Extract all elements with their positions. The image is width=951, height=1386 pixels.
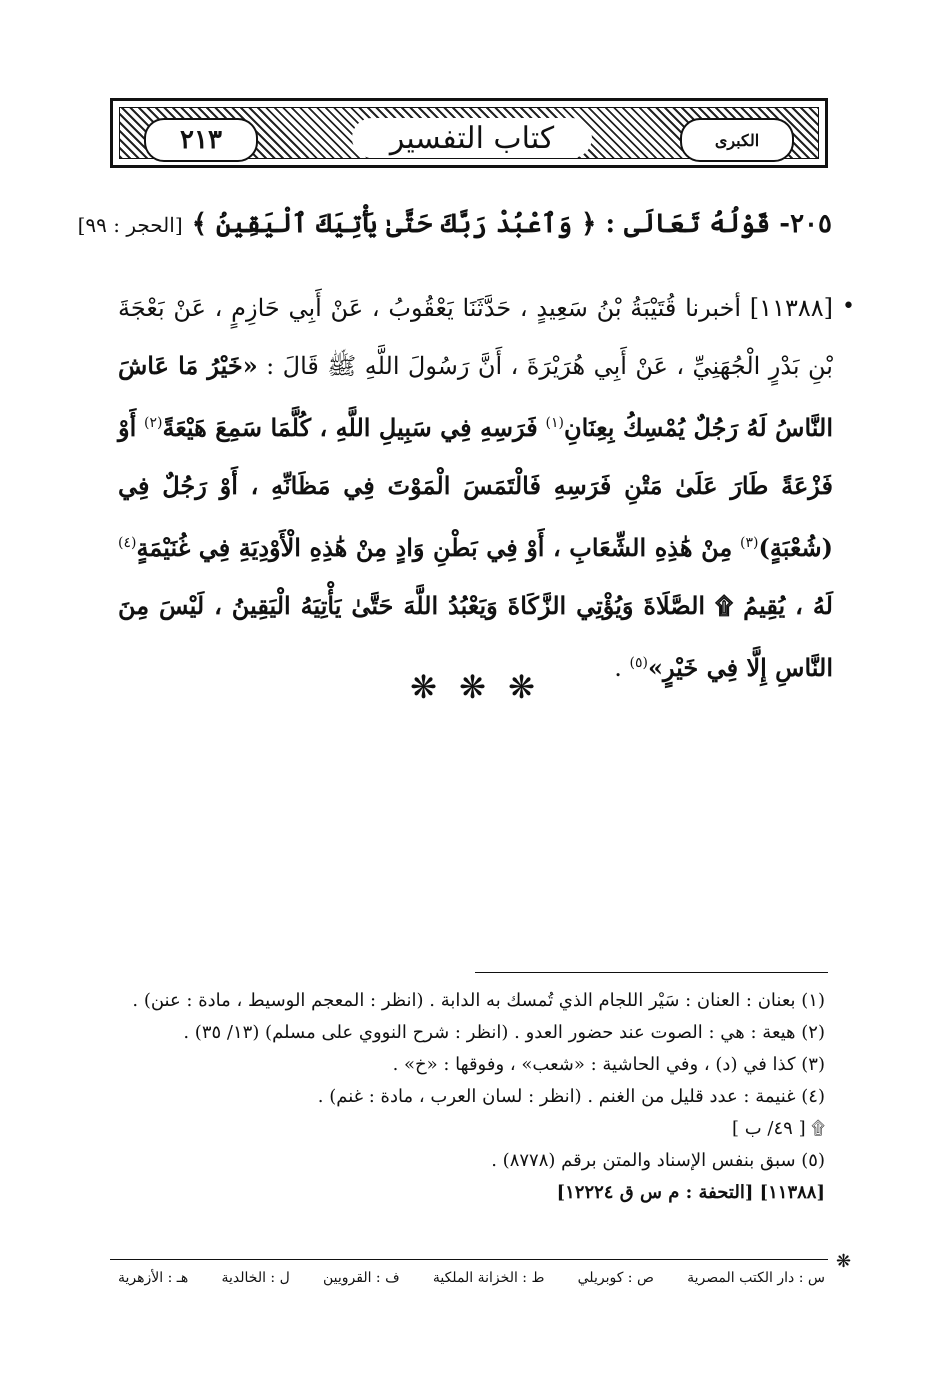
- footnote-ref-2: (٢): [144, 415, 163, 431]
- section-separator: ❋ ❋ ❋: [410, 668, 541, 706]
- footnote-5: (٥) سبق بنفس الإسناد والمتن برقم (٨٧٧٨) .: [491, 1150, 825, 1171]
- footnote-ref-1: (١): [545, 415, 564, 431]
- footnote-3: (٣) كذا في (د) ، وفي الحاشية : «شعب» ، وفوقها : «خ» .: [392, 1054, 825, 1075]
- section-heading: [77, 202, 832, 247]
- publisher-logo: الكبرى: [680, 118, 794, 162]
- header-ornament: [119, 107, 819, 159]
- bottom-divider: [110, 1259, 828, 1260]
- footnote-1: (١) بعنان : العنان : سَيْر اللجام الذي تُمسك به الدابة . (انظر : المعجم الوسيط ، مادة : عنن) .: [132, 990, 825, 1011]
- footnotes: [120, 985, 825, 1209]
- footnote-divider: [475, 972, 828, 973]
- matn-part-1: «خَيْرُ مَا عَاشَ النَّاسُ لَهُ رَجُلٌ يُمْسِكُ بِعِنَانِ: [118, 351, 833, 442]
- footnote-ref-5: (٥): [629, 655, 648, 671]
- matn-part-3: أَوْ فَزْعَةً طَارَ عَلَىٰ مَتْنِ فَرَسِهِ فَالْتَمَسَ الْمَوْتَ فِي مَظَانِّهِ ، أَوْ رَجُلٌ فِي (شُعْبَةٍ): [118, 413, 833, 562]
- heading-text: ٢٠٥- قَوْلُهُ تَعَالَى : ﴿ وَٱعْبُدْ رَبَّكَ حَتَّىٰ يَأْتِيَكَ ٱلْيَقِينُ ﴾: [191, 209, 832, 239]
- siglum: ف : القرويين: [322, 1270, 400, 1286]
- verse-reference: [الحجر : ٩٩]: [77, 213, 183, 237]
- footnote-ref-3: (٣): [740, 535, 759, 551]
- book-title: كتاب التفسير: [352, 118, 592, 158]
- siglum: ص : كوبريلي: [577, 1270, 654, 1286]
- page-number: ٢١٣: [144, 118, 258, 162]
- footnote-2: (٢) هيعة : هي : الصوت عند حضور العدو . (انظر : شرح النووي على مسلم) (١٣/ ٣٥) .: [183, 1022, 825, 1043]
- siglum: هـ : الأزهرية: [118, 1270, 189, 1286]
- manuscript-folio: ۩ [ ٤٩/ ب ]: [732, 1118, 825, 1139]
- manuscript-sigla: [118, 1270, 825, 1286]
- matn-part-5: لَهُ ، يُقِيمُ ۩ الصَّلَاةَ وَيُؤْتِي الزَّكَاةَ وَيَعْبُدُ اللَّهَ حَتَّىٰ يَأْتِيَهُ الْيَقِينُ ، لَيْسَ مِنَ النَّاسِ إِلَّا فِي خَيْرٍ»: [118, 591, 833, 682]
- footnote-4: (٤) غنيمة : عدد قليل من الغنم . (انظر : لسان العرب ، مادة : غنم) .: [317, 1086, 825, 1107]
- matn-part-2: فَرَسِهِ فِي سَبِيلِ اللَّهِ ، كُلَّمَا سَمِعَ هَيْعَةً: [162, 413, 538, 442]
- hadith-text: [118, 280, 833, 697]
- page-header: [110, 98, 828, 168]
- hadith-end: .: [614, 654, 622, 682]
- matn-part-4: مِنْ هَٰذِهِ الشِّعَابِ ، أَوْ فِي بَطْنِ وَادٍ مِنْ هَٰذِهِ الْأَوْدِيَةِ فِي غُنَيْمَةٍ: [136, 533, 733, 562]
- hadith-bullet: •: [842, 294, 855, 319]
- star-icon: ❋: [836, 1251, 852, 1272]
- siglum: س : دار الكتب المصرية: [687, 1270, 825, 1286]
- siglum: ط : الخزانة الملكية: [432, 1270, 545, 1286]
- footnote-ref-4: (٤): [118, 535, 137, 551]
- tuhfa-reference: [١١٣٨٨] [التحفة : م س ق ١٢٢٢٤]: [556, 1182, 825, 1203]
- hadith-chain: [١١٣٨٨] أخبرنا قُتَيْبَةُ بْنُ سَعِيدٍ ، حَدَّثَنَا يَعْقُوبُ ، عَنْ أَبِي حَازِمٍ ، عَنْ بَعْجَةَ بْنِ بَدْرٍ الْجُهَنِيِّ ، عَنْ أَبِي هُرَيْرَةَ ، أَنَّ رَسُولَ اللَّهِ ﷺ قَالَ :: [118, 294, 833, 380]
- siglum: ل : الخالدية: [221, 1270, 290, 1286]
